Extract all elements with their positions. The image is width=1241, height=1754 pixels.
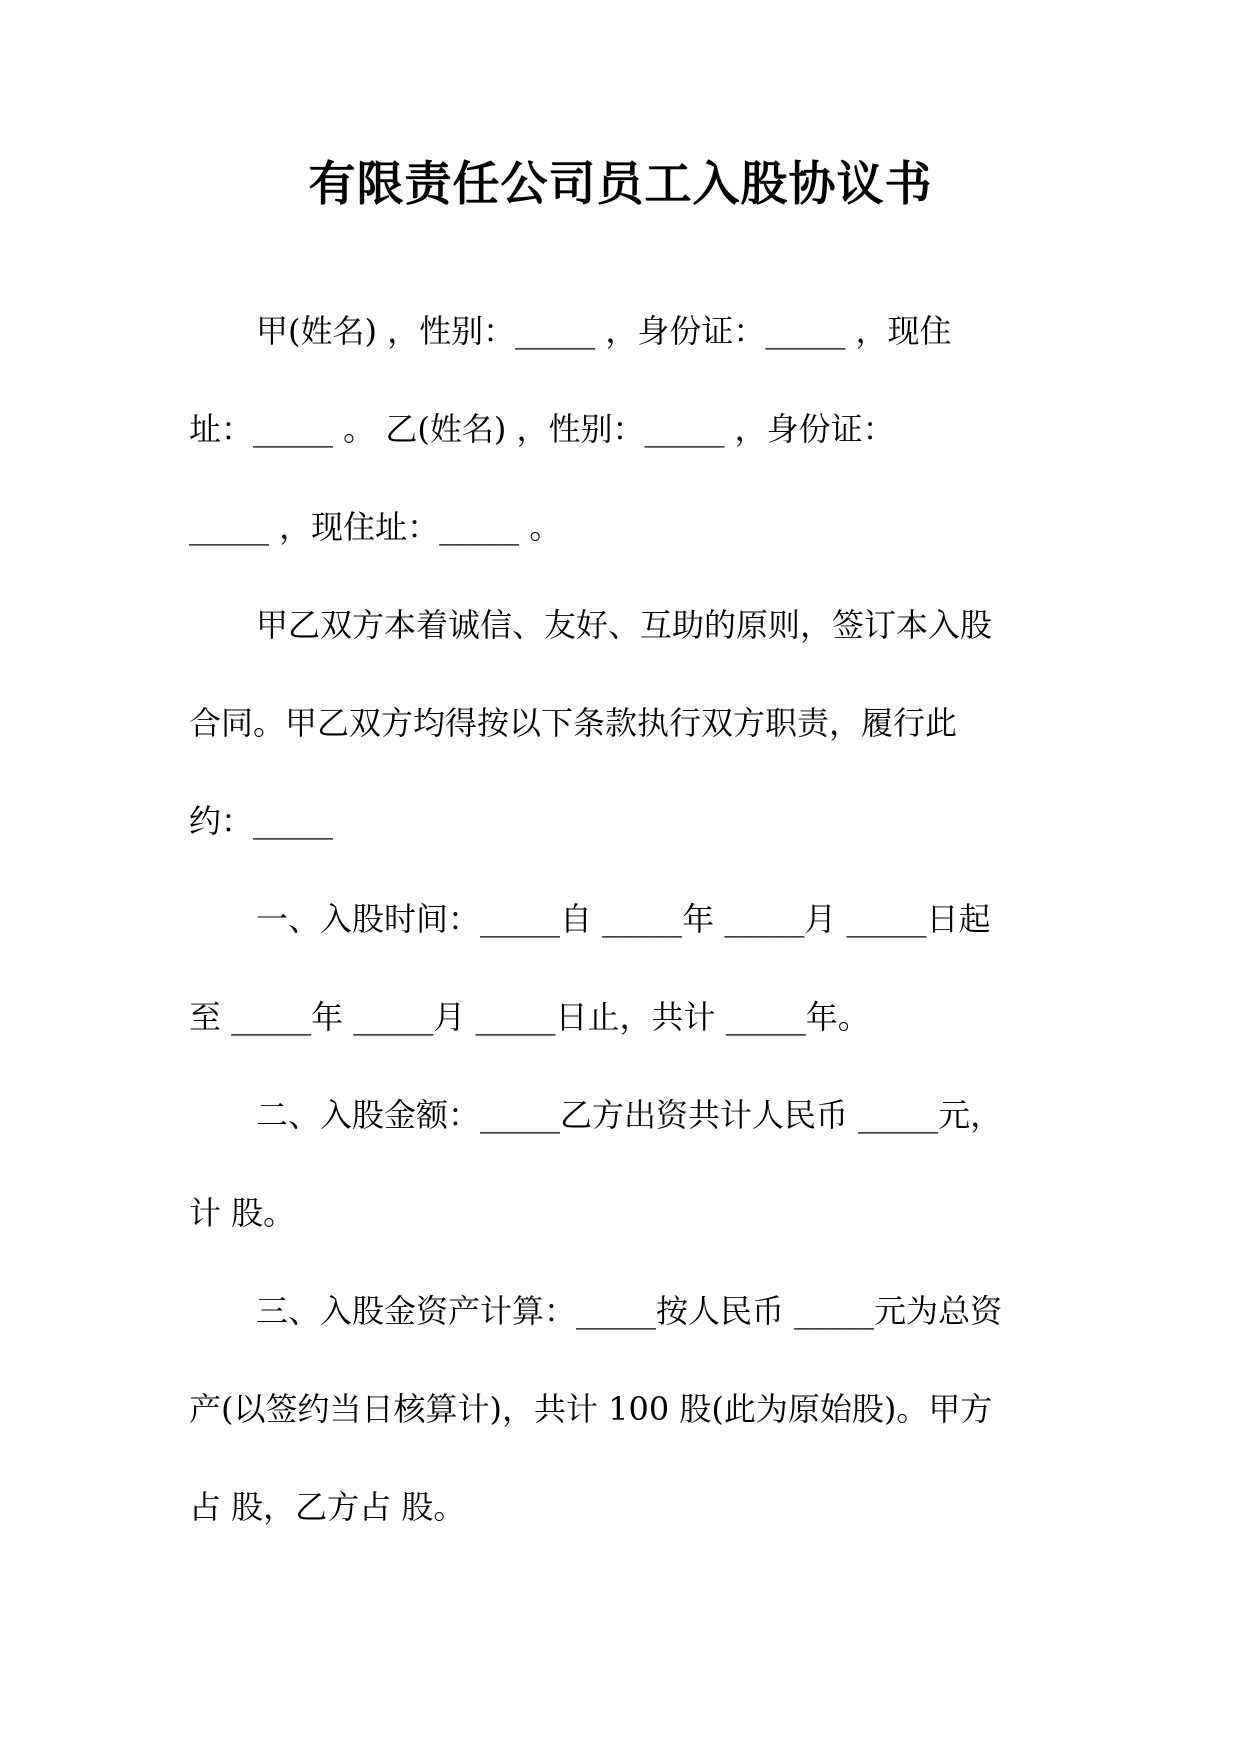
clause-1-line-1: 一、入股时间：_____自 _____年 _____月 _____日起 (256, 900, 991, 938)
document-title: 有限责任公司员工入股协议书 (308, 157, 933, 212)
preamble-line-3: 约：_____ (189, 802, 334, 840)
clause-2-line-2: 计 股。 (189, 1194, 296, 1232)
party-b-address-line: _____ ，现住址：_____ 。 (189, 508, 562, 546)
preamble-line-2: 合同。甲乙双方均得按以下条款执行双方职责，履行此 (189, 704, 958, 742)
party-b-line: 址：_____ 。 乙(姓名) ，性别：_____ ，身份证： (189, 410, 895, 448)
party-a-line: 甲(姓名) ，性别：_____ ，身份证：_____ ，现住 (256, 312, 952, 350)
clause-2-line-1: 二、入股金额：_____乙方出资共计人民币 _____元， (256, 1096, 1003, 1134)
clause-3-line-1: 三、入股金资产计算：_____按人民币 _____元为总资 (256, 1292, 1003, 1330)
preamble-line-1: 甲乙双方本着诚信、友好、互助的原则，签订本入股 (256, 606, 993, 644)
clause-3-line-2: 产(以签约当日核算计)，共计 100 股(此为原始股)。甲方 (189, 1390, 993, 1428)
clause-3-line-3: 占 股，乙方占 股。 (189, 1488, 466, 1526)
clause-1-line-2: 至 _____年 _____月 _____日止，共计 _____年。 (189, 998, 870, 1036)
